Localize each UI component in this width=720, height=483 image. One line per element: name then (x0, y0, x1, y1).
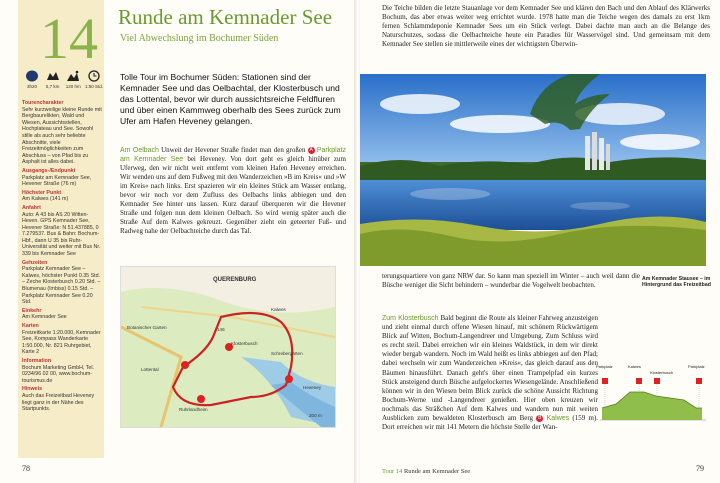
tour-title: Runde am Kemnader See (118, 5, 333, 29)
profile-label: Kalwes (628, 364, 641, 369)
section-keyword: Zum Klosterbusch (382, 315, 439, 322)
stats-row (22, 70, 104, 89)
body-text: (159 m). Dort erreichen wir mit 141 Metern die höchste Stelle der Wan- (382, 414, 599, 432)
info-heading: Tourencharakter (22, 100, 64, 106)
stat-distance (43, 70, 63, 89)
difficulty-icon (87, 70, 101, 82)
footer-tour-title: Runde am Kemnader See (403, 468, 471, 475)
stat-duration (84, 70, 104, 89)
distance-icon (46, 70, 60, 82)
photo-graphic (360, 74, 706, 266)
lake-photo (360, 74, 706, 266)
waypoint-name: Kalwes (546, 415, 570, 423)
info-text: Am Kalwes (141 m) (22, 196, 69, 203)
info-text: Parkplatz Kemnader See – Kalwes, höchster Punkt 0.35 Std. – Zeche Klosterbusch 0.20 Std. – Blumenau (Imbiss) 0.15 Std. – Parkplatz Kemnader See 0.20 Std. (22, 266, 101, 306)
time-icon (25, 70, 39, 82)
map-label: Botanischer Garten (127, 325, 167, 330)
info-text: Bochum Marketing GmbH, Tel. 0234/96 02 00, www.bochum-tourismus.de (22, 364, 95, 384)
stat-time-value: 3h20 (26, 84, 37, 89)
tour-number: 14 (40, 6, 98, 71)
footer-tour-number: Tour 14 (382, 468, 403, 475)
body-text: bei Heveney. Von dort geht es gleich hinüber zum Uferweg, den wir nicht weit entfernt vom kleinen Hafen Heveney erreichen. Wir wenden uns auf dem Fußweg mit den Wanderzeichen »B im Kreis« und »W im Kreis« nach links. Erst spazieren wir ein kleines Stück am Wasser entlang, bevor wir noch vor dem Zufluss des Oelbachs links abbiegen und den Kemnader See hinter uns lassen. Kurz darauf überqueren wir die Hevener Straße und folgen nun dem kleinen Oelbach. So wird wenig später auch die Straße Auf dem Kalwes gekreuzt. Gegenüber zieht ein geteerter Fuß- und Radweg nahe der Oelbachteiche durch das Tal. (120, 155, 346, 236)
stat-ascent (63, 70, 83, 89)
body-text-right-main (382, 314, 598, 432)
tour-subtitle: Viel Abwechslung im Bochumer Süden (120, 33, 279, 44)
map-label: Heveney (303, 385, 322, 390)
profile-label: Parkplatz (688, 364, 705, 369)
map-label: Ruhrlandheim (179, 407, 208, 412)
info-text: Auch das Freizeitbad Heveney liegt ganz in der Nähe des Startpunkts. (22, 392, 95, 413)
info-heading: Karten (22, 323, 39, 329)
body-text-right-top: Die Teiche bilden die letzte Stauanlage vor dem Kemnader See und klären den Bach und den Ablauf des Klärwerks Bochum, das aber etwas weiter weg errichtet wurde. 1978 hatte man die Teiche wegen des damals zu erst 1km fernen Schlammdeponie Kemnader Sees um ein Stück verlegt. Dabei dachte man auch an die Belange des Naturschutzes, sodass die Oelbachteiche heute ein Paradies für Wasservögel sind. Und gemeinsam mit dem Kemnader See stellen sie mittlerweile eines der wichtigsten Überwin- (382, 4, 710, 49)
page-number-right: 79 (696, 464, 704, 473)
info-heading: Gehzeiten (22, 259, 48, 266)
info-text: Freizeitkarte 1:20.000, Kemnader See, Kompass Wanderkarte 1:50.000, Nr. 821 Ruhrgebiet, Karte 2 (22, 329, 101, 356)
stat-duration-value: 1:50 Std. (84, 84, 103, 89)
tour-info (22, 98, 102, 413)
info-text: Am Kemnader See (22, 314, 67, 321)
ascent-icon (66, 70, 80, 82)
elevation-profile (596, 362, 708, 432)
map-elevation: 146 (217, 327, 225, 332)
stat-ascent-value: 120 hm (65, 84, 81, 89)
photo-caption: Am Kemnader Stausee – im Hintergrund das Freizeitbad (642, 276, 711, 289)
profile-label: Klosterbusch (650, 370, 674, 375)
page-footer (382, 468, 470, 475)
page-number-left: 78 (22, 464, 30, 473)
route-map (120, 266, 336, 428)
body-text-left (120, 146, 346, 236)
info-text: Parkplatz am Kemnader See, Hevener Straße (76 m) (22, 174, 92, 188)
left-page (0, 0, 356, 483)
info-heading: Höchster Punkt (22, 189, 62, 196)
info-heading: Ausgangs-/Endpunkt (22, 167, 76, 174)
info-text: Auto: A 43 bis AS 20 Witten-Heven. GPS Kemnader See, Hevener Straße: N 51.437885, 0 7.279537. Bus & Bahn: Bochum-Hbf., dann U 35 bis Ruhr-Universität und weiter mit Bus Nr. 339 bis Kemnader See (22, 211, 101, 258)
body-text: Bald beginnt die Route als kleiner Fahrweg anzusteigen und zieht einmal durch offene Wiesen hinauf, mit schönem Rückwärtigem Blick auf Witten, Bochum-Langendreer und Umgebung. Zum Schluss wird es recht steil. Dabei erreichen wir ein kleines Waldstück, in dem wir direkt wieder bergab wandern. Noch im Wald heißt es links abbiegen auf den Pfad; dabei wechseln wir zum Wanderzeichen »Kreis«, das gleich darauf aus den Bäumen hinausführt. Danach geht's über einen Trampelpfad ein kurzes Stück ansteigend durch Büsche aufgelockertes Wiesengelände. Anschließend können wir in den Wiesen beim Blick zurück die schöne Aussicht Richtung Bochum-Werne und -Langendreer genießen. Hier oben kreuzen wir nochmals das Sträßchen Auf dem Kalwes und wandern nun mit weiten Ausblicken zum bewaldeten Klosterbusch am Berg (382, 314, 598, 423)
info-text: Sehr kurzweilige kleine Runde mit Bergbaurelikten, Wald und Wiesen, Aussichtsstellen, Hochplateau und See. Sowohl stille als auch sehr beliebte Abschnitte, viele Freizeitmöglichkeiten zum Abschluss – von Pfad bis zu Asphalt ist alles dabei. (22, 106, 102, 166)
section-keyword: Am Oelbach (120, 147, 159, 154)
stat-distance-value: 5,7 km (45, 84, 60, 89)
profile-label: Parkplatz (596, 364, 613, 369)
lead-paragraph: Tolle Tour im Bochumer Süden: Stationen sind der Kemnader See und das Oelbachtal, der Klosterbusch und das Lottental, bevor wir durch aussichtsreiche Feldfluren und über einen Kammweg oberhalb des Sees zurück zum Ufer am Hafen Heveney gelangen. (120, 72, 341, 126)
right-page (360, 0, 720, 483)
info-heading: Einkehr (22, 307, 42, 314)
map-graphic (121, 267, 335, 427)
stat-time (22, 70, 42, 89)
waypoint-name: Parkplatz am Kemnader See (120, 147, 346, 164)
info-heading: Hinweis (22, 386, 43, 393)
body-text-right-mid: terungsquartiere von ganz NRW dar. So kann man speziell im Winter – auch weil dann die Büsche weniger die Sicht behindern – wunderbar die Vogelwelt beobachten. (382, 272, 640, 290)
map-scale: 200 m (309, 413, 322, 418)
map-label: QUERENBURG (213, 277, 257, 283)
body-text: Unweit der Hevener Straße findet man den großen (158, 146, 308, 154)
info-heading: Anfahrt (22, 204, 41, 211)
waypoint-marker: A (309, 146, 313, 153)
map-label: Klosterbusch (231, 341, 258, 346)
map-label: Kalwes (271, 307, 286, 312)
map-label: Lottental (141, 367, 159, 372)
waypoint-marker: B (538, 414, 542, 421)
info-heading: Information (22, 357, 52, 364)
map-label: Schrebergärten (271, 351, 303, 356)
